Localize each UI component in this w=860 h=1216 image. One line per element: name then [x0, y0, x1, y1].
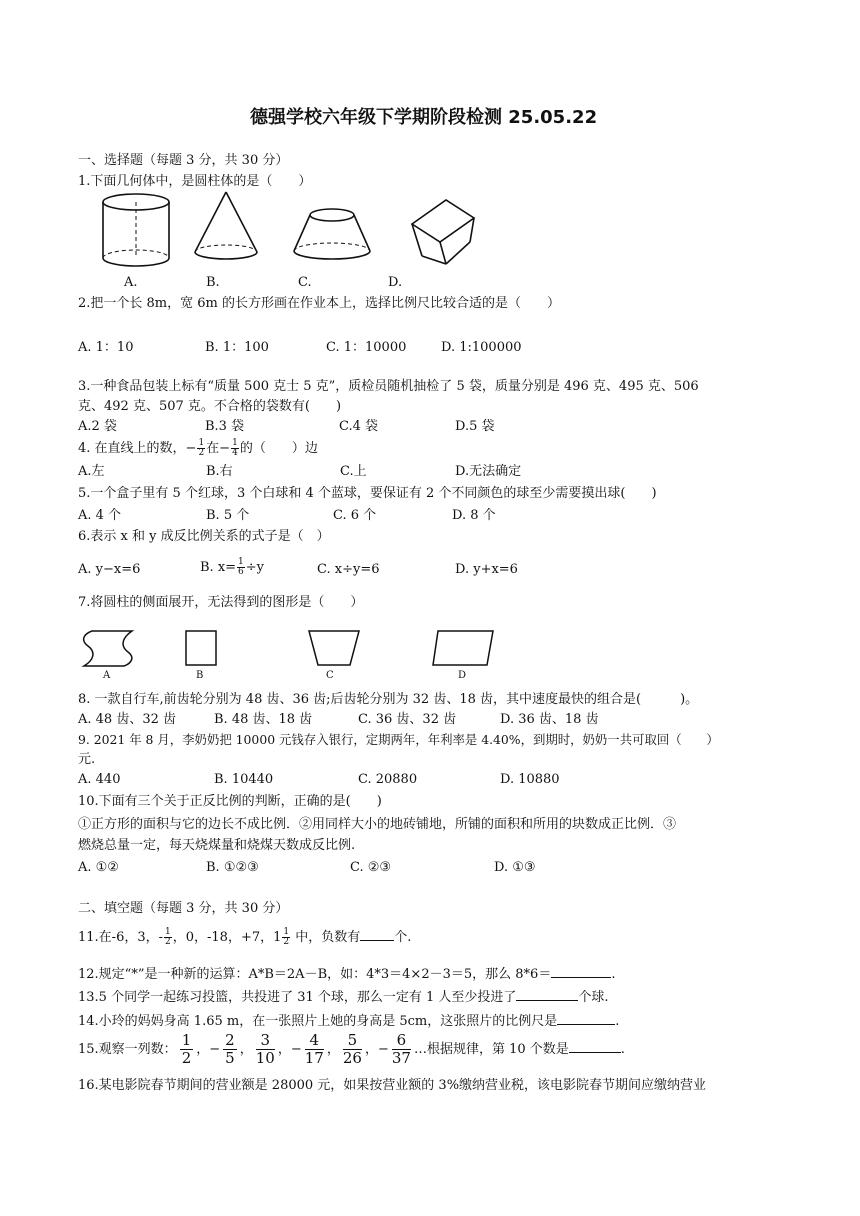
question-5-option-c: C. 6 个 [333, 508, 377, 523]
question-9-option-b: B. 10440 [214, 772, 274, 787]
question-11-stem [78, 927, 411, 949]
question-13-end: 个球. [578, 990, 609, 1005]
sequence-fraction [180, 1032, 194, 1067]
answer-blank[interactable] [551, 965, 611, 978]
question-14-end: . [615, 1014, 620, 1029]
question-5-option-d: D. 8 个 [452, 508, 496, 523]
question-6-option-b-suffix: ÷y [245, 560, 265, 575]
question-2-stem: 2.把一个长 8m，宽 6m 的长方形画在作业本上，选择比例尺比较合适的是（ ） [78, 296, 560, 311]
question-4-option-b: B.右 [206, 464, 233, 479]
question-2-option-d: D. 1:100000 [441, 340, 522, 355]
question-6-option-d: D. y+x=6 [455, 562, 518, 577]
figure-cube [410, 198, 476, 268]
question-10-stem: 10.下面有三个关于正反比例的判断，正确的是( ) [78, 794, 382, 809]
question-7-label-c: C [326, 670, 334, 681]
question-1-label-c: C. [298, 275, 312, 290]
question-7-label-d: D [458, 670, 467, 681]
question-6-option-c: C. x÷y=6 [317, 562, 380, 577]
question-3-option-c: C.4 袋 [339, 419, 379, 434]
question-1-stem: 1.下面几何体中，是圆柱体的是（ ） [78, 174, 312, 189]
sequence-fraction [256, 1032, 275, 1067]
fraction-numerator: 1 [165, 927, 171, 937]
comma: ， [239, 1042, 253, 1057]
fraction-denominator: 2 [198, 448, 205, 458]
question-4-option-c: C.上 [340, 464, 367, 479]
figure-cylinder [100, 192, 172, 272]
question-2-option-b: B. 1：100 [205, 340, 269, 355]
question-2-option-c: C. 1：10000 [326, 340, 407, 355]
question-4-suffix: 的（ ）边 [239, 441, 318, 456]
answer-blank[interactable] [360, 928, 394, 941]
fraction-denominator: 5 [225, 1049, 235, 1067]
comma: ， [277, 1042, 291, 1057]
question-4-prefix: 4. 在直线上的数，− [78, 441, 197, 456]
question-10-option-c: C. ②③ [350, 860, 392, 875]
question-4-stem [78, 438, 318, 460]
question-11-suffix: 中，负数有 [291, 930, 361, 945]
question-15-prefix: 15.观察一列数： [78, 1042, 177, 1057]
question-8-option-d: D. 36 齿、18 齿 [500, 712, 599, 727]
figure-wavy-shape [82, 630, 134, 668]
question-10-option-b: B. ①②③ [206, 860, 259, 875]
fraction-numerator: 6 [392, 1032, 411, 1050]
fraction-sign: − [209, 1042, 221, 1057]
fraction [164, 928, 172, 947]
fraction-denominator: 17 [304, 1049, 324, 1067]
comma: ， [326, 1042, 340, 1057]
fraction-denominator: 37 [391, 1049, 411, 1067]
fraction-denominator: 10 [255, 1049, 275, 1067]
question-9-option-c: C. 20880 [358, 772, 418, 787]
question-6-option-b [200, 556, 264, 580]
question-7-label-b: B [196, 670, 204, 681]
question-9-line-1: 9. 2021 年 8 月，李奶奶把 10000 元钱存入银行，定期两年，年利率是 4.40%，到期时，奶奶一共可取回（ ） [78, 732, 719, 747]
question-16-text: 16.某电影院春节期间的营业额是 28000 元，如果按营业额的 3%缴纳营业税，该电影院春节期间应缴纳营业 [78, 1078, 707, 1093]
question-8-stem: 8. 一款自行车,前齿轮分别为 48 齿、36 齿;后齿轮分别为 32 齿、18 齿，其中速度最快的组合是( )。 [78, 692, 699, 707]
comma: ， [364, 1042, 378, 1057]
question-6-option-b-prefix: B. x= [200, 560, 237, 575]
fraction [282, 928, 290, 947]
question-1-label-b: B. [206, 275, 220, 290]
sequence-fraction [392, 1032, 411, 1067]
question-2-option-a: A. 1：10 [78, 340, 134, 355]
figure-trapezoid [308, 630, 360, 666]
comma: ， [196, 1042, 210, 1057]
fraction-numerator: 1 [238, 557, 244, 567]
sequence-fraction [223, 1032, 237, 1067]
question-8-option-a: A. 48 齿、32 齿 [78, 712, 177, 727]
fraction-numerator: 5 [343, 1032, 362, 1050]
question-5-option-b: B. 5 个 [206, 508, 250, 523]
question-10-option-d: D. ①③ [494, 860, 536, 875]
fraction-numerator: 1 [198, 438, 205, 448]
fraction-numerator: 3 [256, 1032, 275, 1050]
section-heading-fill: 二、填空题（每题 3 分，共 30 分） [78, 901, 289, 916]
fraction-numerator: 1 [181, 1031, 192, 1049]
sequence-fraction [305, 1032, 324, 1067]
question-5-stem: 5.一个盒子里有 5 个红球，3 个白球和 4 个蓝球，要保证有 2 个不同颜色的球至少需要摸出球( ) [78, 486, 657, 501]
figure-parallelogram [432, 630, 494, 666]
question-7-stem: 7.将圆柱的侧面展开，无法得到的图形是（ ） [78, 595, 364, 610]
question-3-line-1: 3.一种食品包装上标有“质量 500 克士 5 克”，质检员随机抽检了 5 袋，质量分别是 496 克、495 克、506 [78, 379, 699, 394]
question-10-line-2: 燃烧总量一定，每天烧煤量和烧煤天数成反比例. [78, 838, 356, 853]
question-4-option-a: A.左 [78, 464, 105, 479]
answer-blank[interactable] [516, 988, 578, 1001]
question-3-option-a: A.2 袋 [78, 419, 117, 434]
question-10-line-1: ①正方形的面积与它的边长不成比例．②用同样大小的地砖铺地，所铺的面积和所用的块数成正比例．③ [78, 817, 677, 832]
question-1-label-a: A. [124, 275, 138, 290]
fraction [197, 439, 205, 458]
question-15-end: . [620, 1042, 625, 1057]
question-8-option-c: C. 36 齿、32 齿 [358, 712, 457, 727]
answer-blank[interactable] [569, 1040, 621, 1053]
fraction-sign: − [377, 1042, 389, 1057]
figure-frustum [292, 205, 372, 265]
page-title: 德强学校六年级下学期阶段检测 25.05.22 [250, 107, 598, 128]
question-11-end: 个. [394, 930, 412, 945]
fraction-denominator: 2 [165, 937, 171, 947]
section-heading-choice: 一、选择题（每题 3 分，共 30 分） [78, 153, 289, 168]
question-15-suffix: …根据规律，第 10 个数是 [413, 1042, 569, 1057]
fraction-numerator: 1 [232, 438, 238, 448]
fraction [237, 558, 245, 577]
fraction-numerator: 1 [283, 927, 290, 937]
question-3-line-2: 克、492 克、507 克。不合格的袋数有( ) [78, 399, 342, 414]
fraction-numerator: 2 [225, 1031, 235, 1049]
question-9-option-d: D. 10880 [500, 772, 560, 787]
question-1-label-d: D. [388, 275, 403, 290]
question-10-option-a: A. ①② [78, 860, 119, 875]
question-6-option-a: A. y−x=6 [78, 562, 141, 577]
question-12 [78, 965, 615, 983]
question-12-text: 12.规定“*”是一种新的运算：A*B＝2A－B，如：4*3＝4×2－3＝5，那么 8*6＝ [78, 967, 552, 982]
question-3-option-d: D.5 袋 [455, 419, 495, 434]
question-5-option-a: A. 4 个 [78, 508, 122, 523]
question-9-line-2: 元. [78, 752, 96, 767]
question-6-stem: 6.表示 x 和 y 成反比例关系的式子是（ ） [78, 529, 330, 544]
question-3-option-b: B.3 袋 [205, 419, 245, 434]
fraction [231, 439, 239, 458]
fraction-denominator: 2 [181, 1049, 192, 1067]
question-7-label-a: A [103, 670, 111, 681]
question-9-option-a: A. 440 [78, 772, 121, 787]
fraction-sign: − [290, 1042, 302, 1057]
question-4-mid: 在− [206, 441, 231, 456]
question-12-end: . [611, 967, 616, 982]
figure-cone [193, 190, 259, 270]
fraction-denominator: 26 [342, 1049, 362, 1067]
question-11-mid: ，0，-18，+7，1 [172, 930, 282, 945]
question-13 [78, 988, 609, 1006]
question-13-text: 13.5 个同学一起练习投篮，共投进了 31 个球，那么一定有 1 人至少投进了 [78, 990, 517, 1005]
fraction-denominator: 4 [232, 448, 238, 458]
question-14 [78, 1012, 619, 1030]
question-4-option-d: D.无法确定 [455, 464, 522, 479]
sequence-fraction [343, 1032, 362, 1067]
fraction-denominator: 6 [238, 567, 244, 577]
question-11-prefix: 11.在-6，3，- [78, 930, 164, 945]
figure-rectangle [185, 630, 217, 666]
question-15 [78, 1029, 625, 1071]
number-sequence [177, 1031, 414, 1067]
question-14-text: 14.小玲的妈妈身高 1.65 m，在一张照片上她的身高是 5cm，这张照片的比例尺是 [78, 1014, 558, 1029]
fraction-numerator: 4 [305, 1032, 324, 1050]
answer-blank[interactable] [557, 1012, 615, 1025]
fraction-denominator: 2 [283, 937, 290, 947]
question-8-option-b: B. 48 齿、18 齿 [214, 712, 313, 727]
